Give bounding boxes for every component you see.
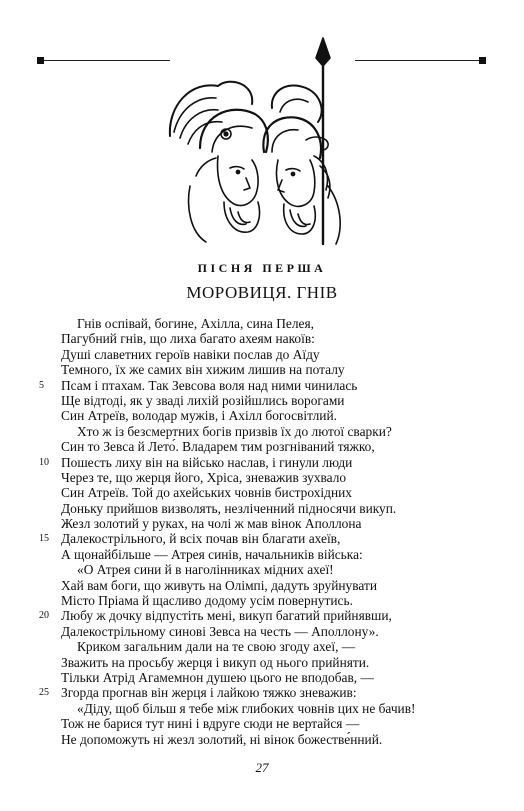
verse-line [61, 316, 481, 331]
verse-text: Зважить на просьбу жерця і викуп од нього прийняти. [61, 654, 370, 670]
verse-text: Син то Зевса й Лето́. Владарем тим розгніваний тяжко, [61, 439, 375, 455]
verse-text: Місто Пріама й щасливо додому усім повернутись. [61, 593, 353, 609]
verse-line [61, 547, 481, 562]
verse-text: Далекострільного, й всіх почав він благати ахеїв, [61, 531, 341, 547]
verse-line [61, 578, 481, 593]
verse-text: Тож не барися тут нині і вдруге сюди не вертайся — [61, 716, 360, 732]
verse-line [61, 701, 481, 716]
verse-line [61, 485, 481, 500]
verse-list [39, 316, 481, 747]
verse-text: Псам і птахам. Так Зевсова воля над ними чинилась [61, 377, 358, 393]
line-number: 15 [39, 533, 49, 545]
verse-line [61, 716, 481, 731]
verse-text: Душі славетних героїв навіки послав до Аїду [61, 346, 320, 362]
verse-line [61, 362, 481, 377]
verse-text: Любу ж дочку відпустіть мені, викуп багатий прийнявши, [61, 608, 392, 624]
verse-text: «Діду, щоб більш я тебе між глибоких човнів цих не бачив! [77, 700, 416, 716]
verse-line [61, 393, 481, 408]
page-number: 27 [255, 760, 269, 775]
verse-text: «О Атрея сини й в наголінниках мідних ахеї! [77, 562, 334, 578]
rule-end-square-right [479, 57, 486, 64]
verse-line [61, 408, 481, 423]
verse-line [61, 331, 481, 346]
verse-line [61, 639, 481, 654]
line-number: 25 [39, 687, 49, 699]
verse-text: Далекострільному синові Зевса на честь — Аполлону». [61, 623, 379, 639]
song-title: ПІСНЯ ПЕРША [197, 261, 327, 275]
verse-text: Доньку прийшов визволять, незліченний підносячи викуп. [61, 500, 397, 516]
line-number: 20 [39, 610, 49, 622]
verse-line [39, 608, 481, 624]
verse-line [61, 439, 481, 454]
verse-text: Темного, їх же самих він хижим лишив на поталу [61, 362, 345, 378]
verse-text: Хай вам боги, що живуть на Олімпі, дадуть зруйнувати [61, 577, 377, 593]
verse-line [61, 516, 481, 531]
verse-text: Через те, що жерця його, Хріса, зневажив зухвало [61, 469, 347, 485]
verse-text: А щонайбільше — Атрея синів, начальників війська: [61, 546, 363, 562]
line-number: 5 [39, 379, 44, 391]
verse-text: Криком загальним дали на те свою згоду ахеї, — [77, 639, 356, 655]
verse-line [61, 424, 481, 439]
verse-text: Пошесть лиху він на військо наслав, і гинули люди [61, 454, 353, 470]
verse-line [61, 670, 481, 685]
verse-line [39, 685, 481, 701]
rule-end-square-left [37, 57, 44, 64]
verse-text: Син Атреїв. Той до ахейських човнів бистрохідних [61, 485, 352, 501]
verse-line [61, 732, 481, 747]
verse-text: Пагубний гнів, що лиха багато ахеям накоїв: [61, 331, 315, 347]
verse-line [61, 501, 481, 516]
verse-text: Згорда прогнав він жерця і лайкою тяжко зневажив: [61, 685, 357, 701]
verse-text: Тільки Атрід Агамемнон душею цього не вподобав, — [61, 669, 374, 685]
verse-line [39, 377, 481, 393]
verse-text: Не допоможуть ні жезл золотий, ні вінок божестве́нний. [61, 731, 383, 747]
header-rule-left [40, 60, 170, 61]
verse-text: Гнів оспівай, богине, Ахілла, сина Пелея, [77, 316, 314, 331]
verse-text: Син Атреїв, володар мужів, і Ахілл богосвітлий. [61, 408, 337, 424]
verse-line [61, 347, 481, 362]
verse-text: Жезл золотий у руках, на чолі ж мав вінок Аполлона [61, 516, 362, 532]
verse-line [61, 593, 481, 608]
greek-warriors-helmets-spear-icon [160, 36, 365, 251]
verse-line [39, 454, 481, 470]
verse-line [61, 470, 481, 485]
line-number: 10 [39, 456, 49, 468]
verse-line [61, 655, 481, 670]
song-subtitle: МОРОВИЦЯ. ГНІВ [186, 283, 338, 302]
verse-line [61, 562, 481, 577]
verse-text: Ще відтоді, як у зваді лихій розійшлись ворогами [61, 392, 345, 408]
verse-line [61, 624, 481, 639]
verse-line [39, 531, 481, 547]
verse-text: Хто ж із безсмертних богів призвів їх до лютої сварки? [77, 423, 392, 439]
header-rule-right [355, 60, 483, 61]
